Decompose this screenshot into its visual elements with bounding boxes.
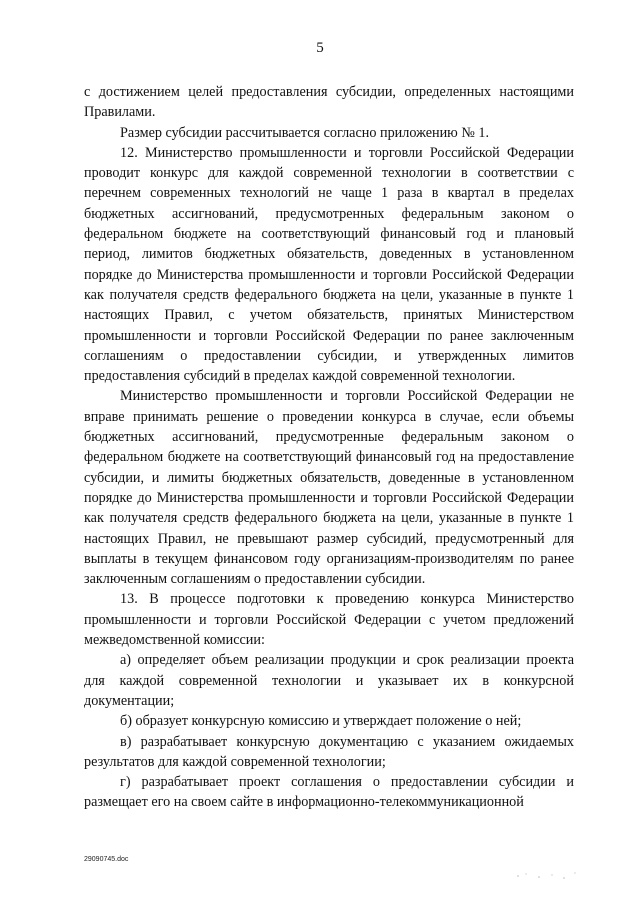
scan-artifact-dots <box>512 866 582 882</box>
footer-file-code: 29090745.doc <box>84 856 129 863</box>
paragraph-subsidy-size: Размер субсидии рассчитывается согласно приложению № 1. <box>120 124 490 141</box>
paragraph-item-b: б) образует конкурсную комиссию и утверждает положение о ней; <box>120 713 522 730</box>
document-body <box>84 82 574 813</box>
paragraph-item-a: а) определяет объем реализации продукции и срок реализации проекта для каждой современной технологии и указывает их в конкурсной документации; <box>84 652 574 709</box>
paragraph-clause-13: 13. В процессе подготовки к проведению конкурса Министерство промышленности и торговли Российской Федерации с учетом предложений межведомственной комиссии: <box>84 591 574 649</box>
paragraph-continuation: с достижением целей предоставления субсидии, определенных настоящими Правилами. <box>84 84 574 121</box>
paragraph-clause-12: 12. Министерство промышленности и торговли Российской Федерации проводит конкурс для каждой современной технологии в соответствии с перечнем современных технологий не чаще 1 раза в квартал в пределах бюджетных ассигнований, предусмотренных федеральным законом о федеральном бюджете на соответствующий финансовый год и плановый период, лимитов бюджетных обязательств, доведенных в установленном порядке до Министерства промышленности и торговли Российской Федерации как получателя средств федерального бюджета на цели, указанные в пункте 1 настоящих Правил, с учетом обязательств, принятых Министерством промышленности и торговли Российской Федерации по ранее заключенным соглашениям о предоставлении субсидии, и утвержденных лимитов предоставления субсидий в пределах каждой современной технологии. <box>84 144 574 385</box>
paragraph-item-v: в) разрабатывает конкурсную документацию с указанием ожидаемых результатов для каждой современной технологии; <box>84 733 574 770</box>
paragraph-clause-12-restriction: Министерство промышленности и торговли Российской Федерации не вправе принимать решение о проведении конкурса в случае, если объемы бюджетных ассигнований, предусмотренные федеральным законом о федеральном бюджете на соответствующий финансовый год на предоставление субсидии, и лимиты бюджетных обязательств, доведенные в установленном порядке до Министерства промышленности и торговли Российской Федерации как получателя средств федерального бюджета на цели, указанные в пункте 1 настоящих Правил, не превышают размер субсидий, предусмотренный для выплаты в текущем финансовом году организациям-производителям по ранее заключенным соглашениям о предоставлении субсидии. <box>84 388 574 588</box>
page-number: 5 <box>316 40 324 56</box>
paragraph-item-g: г) разрабатывает проект соглашения о предоставлении субсидии и размещает его на своем сайте в информационно-телекоммуникационной <box>84 774 574 811</box>
